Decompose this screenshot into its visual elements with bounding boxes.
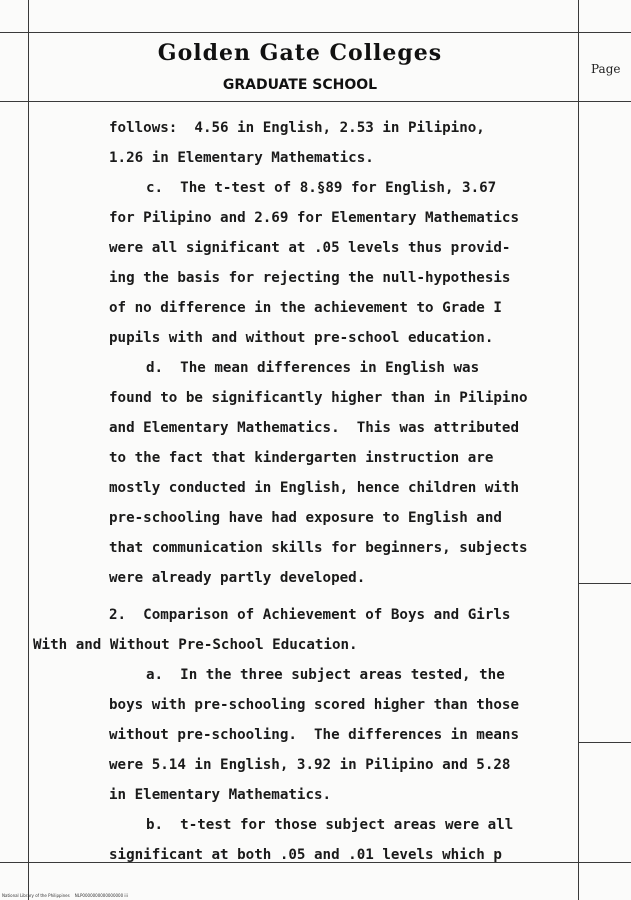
body-line: that communication skills for beginners, subjects <box>109 540 528 556</box>
body-line: were all significant at .05 levels thus provid- <box>109 240 511 256</box>
body-line: were 5.14 in English, 3.92 in Pilipino and 5.28 <box>109 757 511 773</box>
section-heading: 2. Comparison of Achievement of Boys and Girls <box>109 607 511 623</box>
body-line: pre-schooling have had exposure to English and <box>109 510 502 526</box>
body-line: c. The t-test of 8.§89 for English, 3.67 <box>146 180 497 196</box>
body-line: in Elementary Mathematics. <box>109 787 332 803</box>
school-name: GRADUATE SCHOOL <box>222 77 378 93</box>
body-line: follows: 4.56 in English, 2.53 in Pilipino, <box>109 120 485 136</box>
header-bottom-rule <box>0 101 631 102</box>
body-line: for Pilipino and 2.69 for Elementary Mathematics <box>109 210 519 226</box>
institution-name: Golden Gate Colleges <box>157 40 443 66</box>
right-border <box>578 0 579 900</box>
body-line: boys with pre-schooling scored higher than those <box>109 697 519 713</box>
section-heading: With and Without Pre-School Education. <box>33 637 358 653</box>
body-line: d. The mean differences in English was <box>146 360 480 376</box>
left-border <box>28 0 29 900</box>
body-line: mostly conducted in English, hence children with <box>109 480 519 496</box>
body-line: ing the basis for rejecting the null-hypothesis <box>109 270 511 286</box>
body-line: found to be significantly higher than in Pilipino <box>109 390 528 406</box>
body-line: pupils with and without pre-school education. <box>109 330 494 346</box>
body-line: significant at both .05 and .01 levels which p <box>109 847 502 863</box>
body-line: were already partly developed. <box>109 570 366 586</box>
body-line: and Elementary Mathematics. This was attributed <box>109 420 519 436</box>
body-line: a. In the three subject areas tested, the <box>146 667 505 683</box>
body-line: b. t-test for those subject areas were all <box>146 817 514 833</box>
body-line: to the fact that kindergarten instruction are <box>109 450 494 466</box>
margin-tick <box>578 583 631 584</box>
archive-footer: National Library of the Philippines NLP0000000000000000 iii <box>2 893 128 898</box>
body-line: of no difference in the achievement to Grade I <box>109 300 502 316</box>
body-line: 1.26 in Elementary Mathematics. <box>109 150 374 166</box>
page-label: Page <box>591 62 621 76</box>
body-line: without pre-schooling. The differences in means <box>109 727 519 743</box>
margin-tick <box>578 742 631 743</box>
header-top-rule <box>0 32 631 33</box>
